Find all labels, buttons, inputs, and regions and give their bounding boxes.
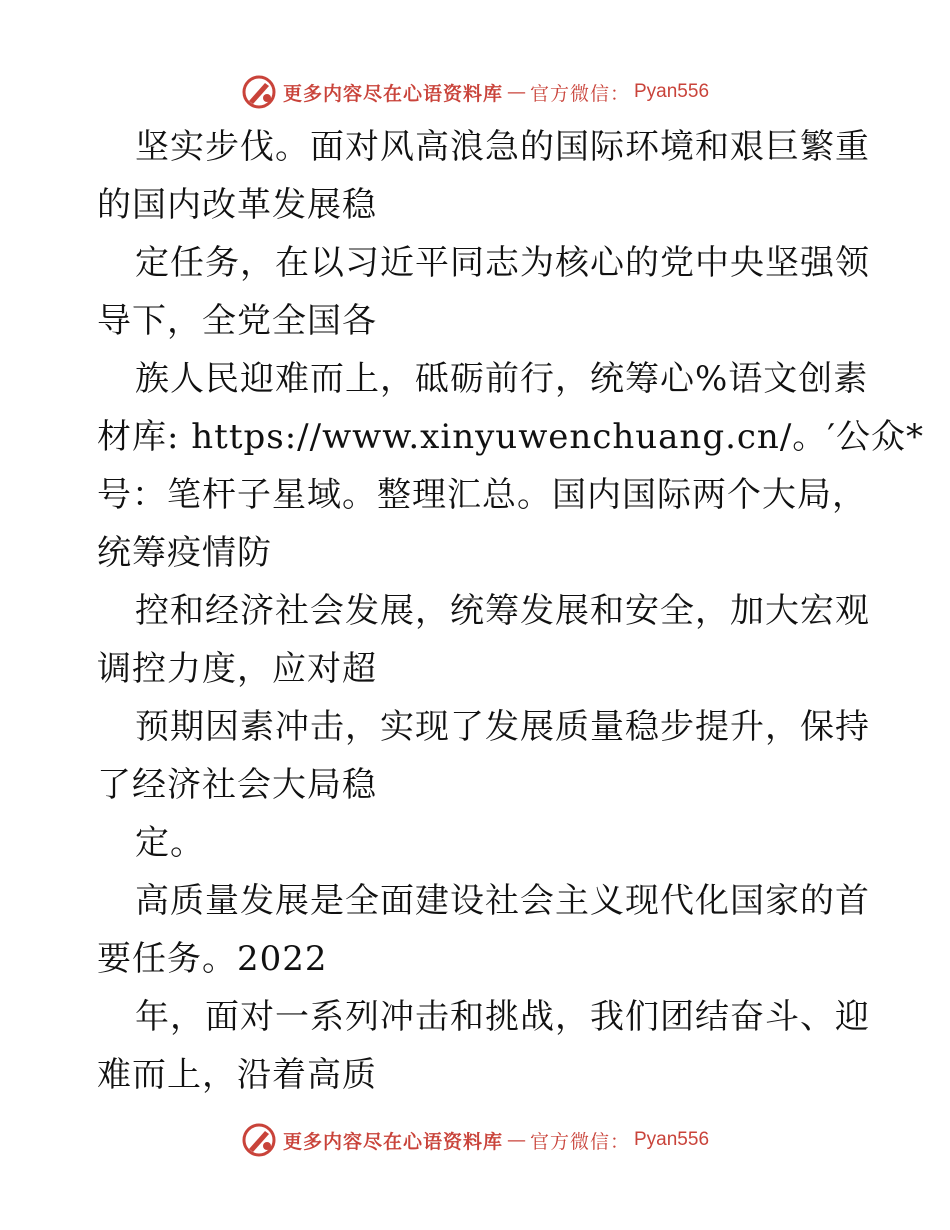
document-body	[97, 118, 925, 1104]
footer-slogan: 更多内容尽在心语资料库	[282, 1130, 503, 1153]
text-line: 年，面对一系列冲击和挑战，我们团结奋斗、迎	[135, 997, 870, 1037]
brush-logo-icon	[241, 74, 277, 110]
text-line: 要任务。2022	[97, 939, 328, 979]
text-line: 调控力度，应对超	[97, 649, 377, 689]
header-banner	[0, 70, 950, 114]
text-line: 坚实步伐。面对风高浪急的国际环境和艰巨繁重	[135, 127, 870, 167]
text-line: 控和经济社会发展，统筹发展和安全，加大宏观	[135, 591, 870, 631]
brush-logo-icon	[241, 1122, 277, 1158]
text-line: 导下，全党全国各	[97, 301, 377, 341]
text-line: 材库: https://www.xinyuwenchuang.cn/。′公众*	[97, 417, 925, 457]
footer-label: 官方微信：	[529, 1130, 630, 1153]
text-line: 预期因素冲击，实现了发展质量稳步提升，保持	[135, 707, 870, 747]
text-line: 难而上，沿着高质	[97, 1055, 377, 1095]
header-label: 官方微信：	[529, 82, 630, 105]
text-line: 了经济社会大局稳	[97, 765, 377, 805]
text-line: 族人民迎难而上，砥砺前行，统筹心%语文创素	[135, 359, 869, 399]
header-slogan: 更多内容尽在心语资料库	[282, 82, 503, 105]
text-line: 统筹疫情防	[97, 533, 272, 573]
text-line: 高质量发展是全面建设社会主义现代化国家的首	[135, 881, 870, 921]
text-line: 定任务，在以习近平同志为核心的党中央坚强领	[135, 243, 870, 283]
text-line: 定。	[135, 823, 205, 863]
footer-dash: —	[506, 1129, 526, 1151]
header-dash: —	[506, 81, 526, 103]
header-wechat-id: Pyan556	[634, 81, 710, 102]
text-line: 的国内改革发展稳	[97, 185, 377, 225]
footer-wechat-id: Pyan556	[634, 1129, 710, 1150]
text-line: 号：笔杆子星域。整理汇总。国内国际两个大局，	[97, 475, 867, 515]
footer-banner	[0, 1118, 950, 1162]
